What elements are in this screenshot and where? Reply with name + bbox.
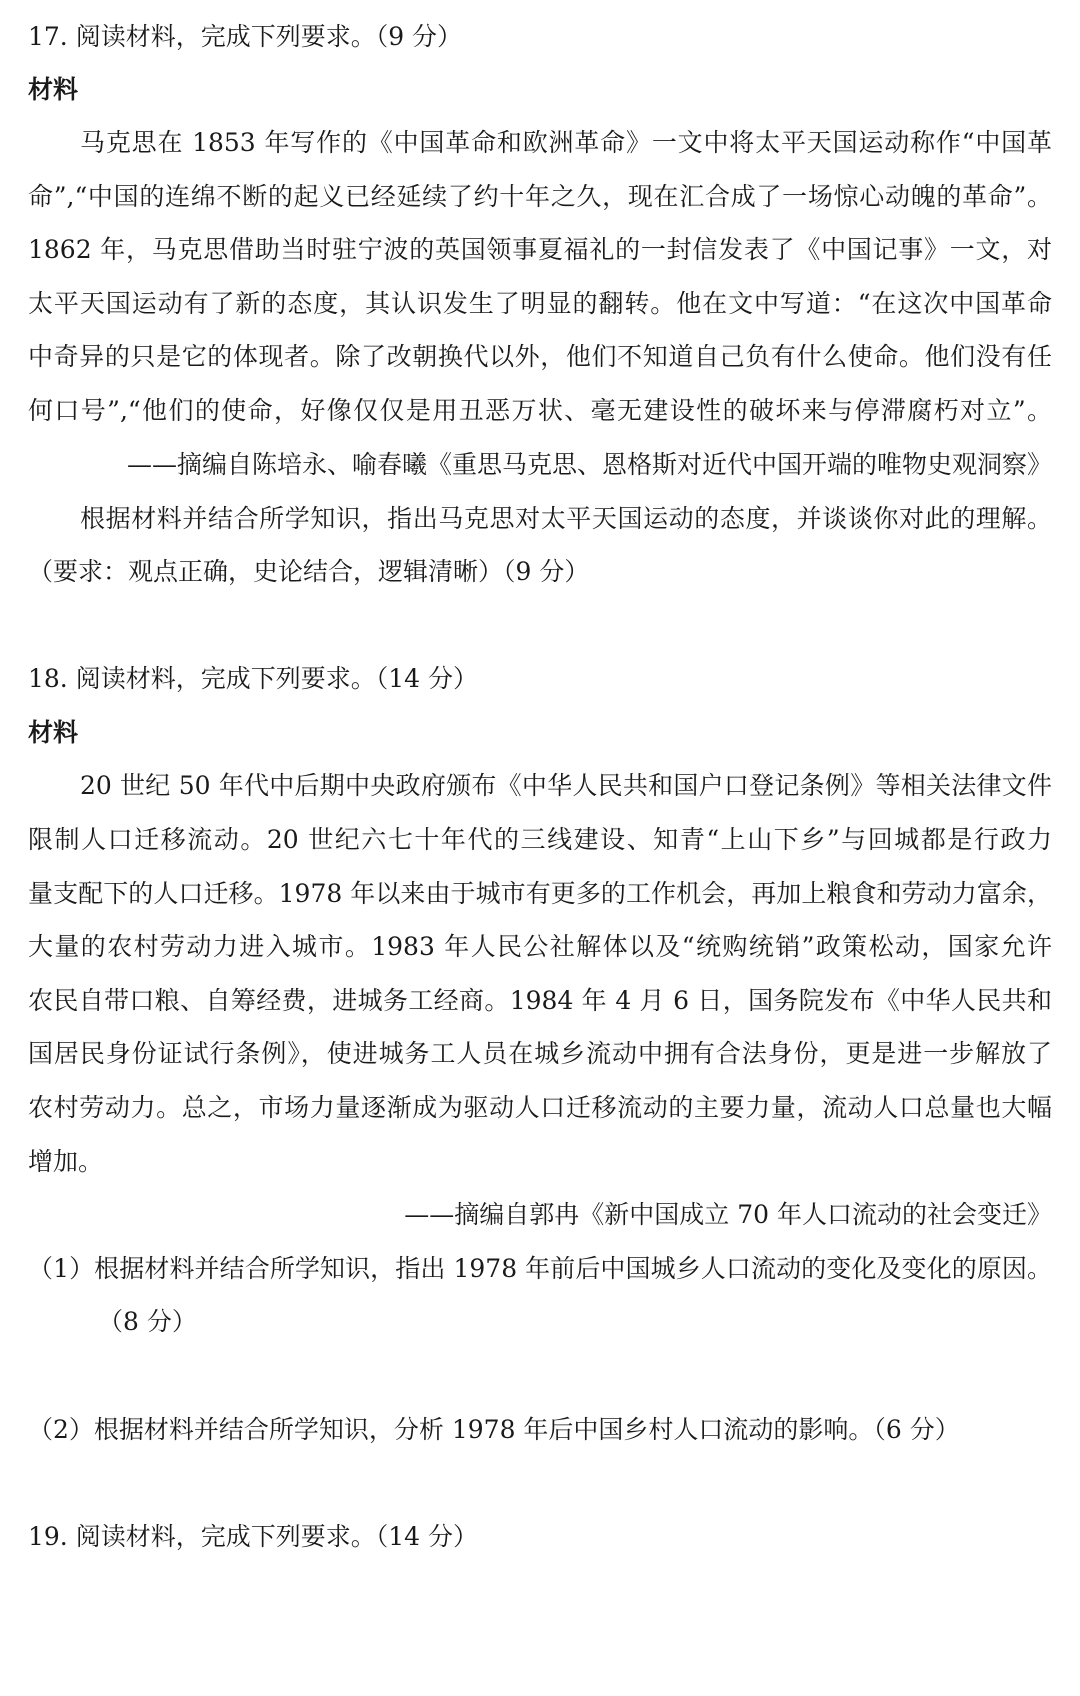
- q17-question: 根据材料并结合所学知识，指出马克思对太平天国运动的态度，并谈谈你对此的理解。: [80, 504, 1052, 533]
- q18-body-line: 农村劳动力。总之，市场力量逐渐成为驱动人口迁移流动的主要力量，流动人口总量也大幅: [28, 1093, 1052, 1122]
- q17-body-line: 1862 年，马克思借助当时驻宁波的英国领事夏福礼的一封信发表了《中国记事》一文，对: [28, 235, 1052, 264]
- q18-source: ——摘编自郭冉《新中国成立 70 年人口流动的社会变迁》: [404, 1200, 1052, 1229]
- q17-body-line: 中奇异的只是它的体现者。除了改朝换代以外，他们不知道自己负有什么使命。他们没有任: [28, 342, 1052, 371]
- q17-question-requirement: （要求：观点正确，史论结合，逻辑清晰）（9 分）: [28, 557, 590, 586]
- q18-body-line: 限制人口迁移流动。20 世纪六七十年代的三线建设、知青“上山下乡”与回城都是行政力: [28, 825, 1052, 854]
- q17-source: ——摘编自陈培永、喻春曦《重思马克思、恩格斯对近代中国开端的唯物史观洞察》: [126, 450, 1052, 479]
- q17-body-line: 马克思在 1853 年写作的《中国革命和欧洲革命》一文中将太平天国运动称作“中国革: [80, 128, 1052, 157]
- q18-subquestion-2: （2）根据材料并结合所学知识，分析 1978 年后中国乡村人口流动的影响。（6 分）: [28, 1415, 960, 1444]
- q17-header: 17. 阅读材料，完成下列要求。（9 分）: [28, 22, 463, 51]
- q17-body-line: 何口号”,“他们的使命，好像仅仅是用丑恶万状、毫无建设性的破坏来与停滞腐朽对立”。: [28, 396, 1052, 425]
- q18-body-line: 大量的农村劳动力进入城市。1983 年人民公社解体以及“统购统销”政策松动，国家允许: [28, 932, 1052, 961]
- q18-body-line: 20 世纪 50 年代中后期中央政府颁布《中华人民共和国户口登记条例》等相关法律文件: [80, 771, 1052, 800]
- q18-material-label: 材料: [28, 718, 79, 747]
- q17-body-line: 太平天国运动有了新的态度，其认识发生了明显的翻转。他在文中写道：“在这次中国革命: [28, 289, 1052, 318]
- q18-body-line: 国居民身份证试行条例》，使进城务工人员在城乡流动中拥有合法身份，更是进一步解放了: [28, 1039, 1052, 1068]
- q17-body-line: 命”,“中国的连绵不断的起义已经延续了约十年之久，现在汇合成了一场惊心动魄的革命”。: [28, 182, 1052, 211]
- q18-subquestion-1-score: （8 分）: [98, 1307, 197, 1336]
- q18-body-line: 增加。: [28, 1147, 104, 1176]
- q18-body-line: 量支配下的人口迁移。1978 年以来由于城市有更多的工作机会，再加上粮食和劳动力富余，: [28, 879, 1052, 908]
- q18-subquestion-1: （1）根据材料并结合所学知识，指出 1978 年前后中国城乡人口流动的变化及变化的原因。: [28, 1254, 1052, 1283]
- q19-header: 19. 阅读材料，完成下列要求。（14 分）: [28, 1522, 478, 1551]
- q18-body-line: 农民自带口粮、自筹经费，进城务工经商。1984 年 4 月 6 日，国务院发布《中华人民共和: [28, 986, 1052, 1015]
- q17-material-label: 材料: [28, 75, 79, 104]
- q18-header: 18. 阅读材料，完成下列要求。（14 分）: [28, 664, 478, 693]
